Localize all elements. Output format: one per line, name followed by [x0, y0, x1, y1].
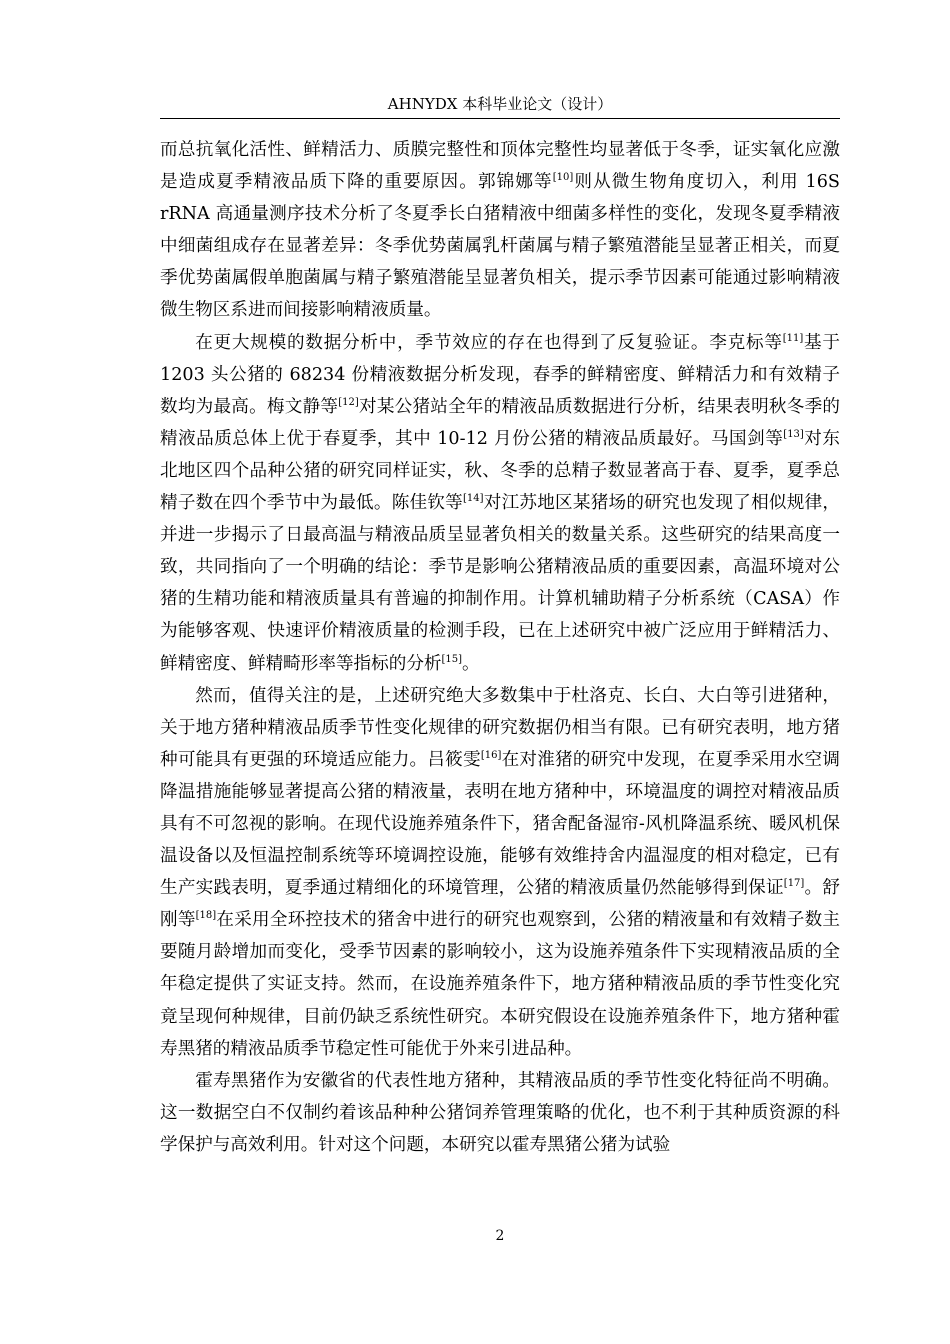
paragraph-3-text-1: 然而，值得关注的是，上述研究绝大多数集中于杜洛克、长白、大白等引进猪种，关于地方猪种精液品质季节性变化规律的研究数据仍相当有限。已有研究表明，地方猪种可能具有更强的环境适应能力。吕筱雯 [160, 685, 840, 770]
paragraph-4-text-1: 霍寿黑猪作为安徽省的代表性地方猪种，其精液品质的季节性变化特征尚不明确。这一数据空白不仅制约着该品种种公猪饲养管理策略的优化，也不利于其种质资源的科学保护与高效利用。针对这个问题，本研究以霍寿黑猪公猪为试验 [160, 1070, 840, 1155]
header-title: AHNYDX 本科毕业论文（设计） [387, 95, 613, 113]
paragraph-2-text-5: 对江苏地区某猪场的研究也发现了相似规律，并进一步揭示了日最高温与精液品质呈显著负相关的数量关系。这些研究的结果高度一致，共同指向了一个明确的结论：季节是影响公猪精液品质的重要因素，高温环境对公猪的生精功能和精液质量具有普遍的抑制作用。计算机辅助精子分析系统（CASA）作为能够客观、快速评价精液质量的检测手段，已在上述研究中被广泛应用于鲜精活力、鲜精密度、鲜精畸形率等指标的分析 [160, 493, 840, 674]
paragraph-2-text-4: 对东北地区四个品种公猪的研究同样证实，秋、冬季的总精子数显著高于春、夏季，夏季总精子数在四个季节中为最低。陈佳钦等 [160, 428, 840, 514]
citation-10: [10] [552, 172, 574, 184]
page-body [160, 134, 840, 1161]
paragraph-2-text-2: 基于 1203 头公猪的 68234 份精液数据分析发现，春季的鲜精密度、鲜精活力和有效精子数均为最高。梅文静等 [160, 332, 840, 417]
citation-12: [12] [338, 396, 359, 408]
paragraph-4 [160, 1065, 840, 1161]
citation-18: [18] [195, 910, 217, 922]
paragraph-2-text-1: 在更大规模的数据分析中，季节效应的存在也得到了反复验证。李克标等 [195, 332, 783, 353]
paragraph-3-text-3: 。舒刚等 [160, 878, 840, 931]
paragraph-2 [160, 327, 840, 680]
page-number [160, 1226, 840, 1246]
page-header [160, 92, 840, 119]
citation-17: [17] [783, 878, 805, 890]
paragraph-3 [160, 680, 840, 1065]
paragraph-1-text-2: 则从微生物角度切入，利用 16S rRNA 高通量测序技术分析了冬夏季长白猪精液中细菌多样性的变化，发现冬夏季精液中细菌组成存在显著差异：冬季优势菌属乳杆菌属与精子繁殖潜能呈显著正相关，而夏季优势菌属假单胞菌属与精子繁殖潜能呈显著负相关，提示季节因素可能通过影响精液微生物区系进而间接影响精液质量。 [160, 172, 840, 321]
paragraph-2-text-6: 。 [462, 653, 480, 674]
paragraph-3-text-2: 在对淮猪的研究中发现，在夏季采用水空调降温措施能够显著提高公猪的精液量，表明在地方猪种中，环境温度的调控对精液品质具有不可忽视的影响。在现代设施养殖条件下，猪舍配备湿帘-风机降温系统、暖风机保温设备以及恒温控制系统等环境调控设施，能够有效维持舍内温湿度的相对稳定，已有生产实践表明，夏季通过精细化的环境管理，公猪的精液质量仍然能够得到保证 [160, 749, 840, 899]
paragraph-2-text-3: 对某公猪站全年的精液品质数据进行分析，结果表明秋冬季的精液品质总体上优于春夏季，其中 10-12 月份公猪的精液品质最好。马国剑等 [160, 396, 840, 449]
paragraph-3-text-4: 在采用全环控技术的猪舍中进行的研究也观察到，公猪的精液量和有效精子数主要随月龄增加而变化，受季节因素的影响较小，这为设施养殖条件下实现精液品质的全年稳定提供了实证支持。然而，在设施养殖条件下，地方猪种精液品质的季节性变化究竟呈现何种规律，目前仍缺乏系统性研究。本研究假设在设施养殖条件下，地方猪种霍寿黑猪的精液品质季节稳定性可能优于外来引进品种。 [160, 910, 840, 1059]
citation-13: [13] [783, 428, 804, 440]
citation-14: [14] [463, 493, 484, 505]
paragraph-1-text-1: 而总抗氧化活性、鲜精活力、质膜完整性和顶体完整性均显著低于冬季，证实氧化应激是造成夏季精液品质下降的重要原因。郭锦娜等 [160, 140, 840, 193]
citation-11: [11] [782, 332, 804, 344]
citation-16: [16] [480, 749, 502, 761]
page-number-text: 2 [495, 1228, 505, 1244]
paragraph-1 [160, 134, 840, 327]
citation-15: [15] [441, 653, 463, 665]
